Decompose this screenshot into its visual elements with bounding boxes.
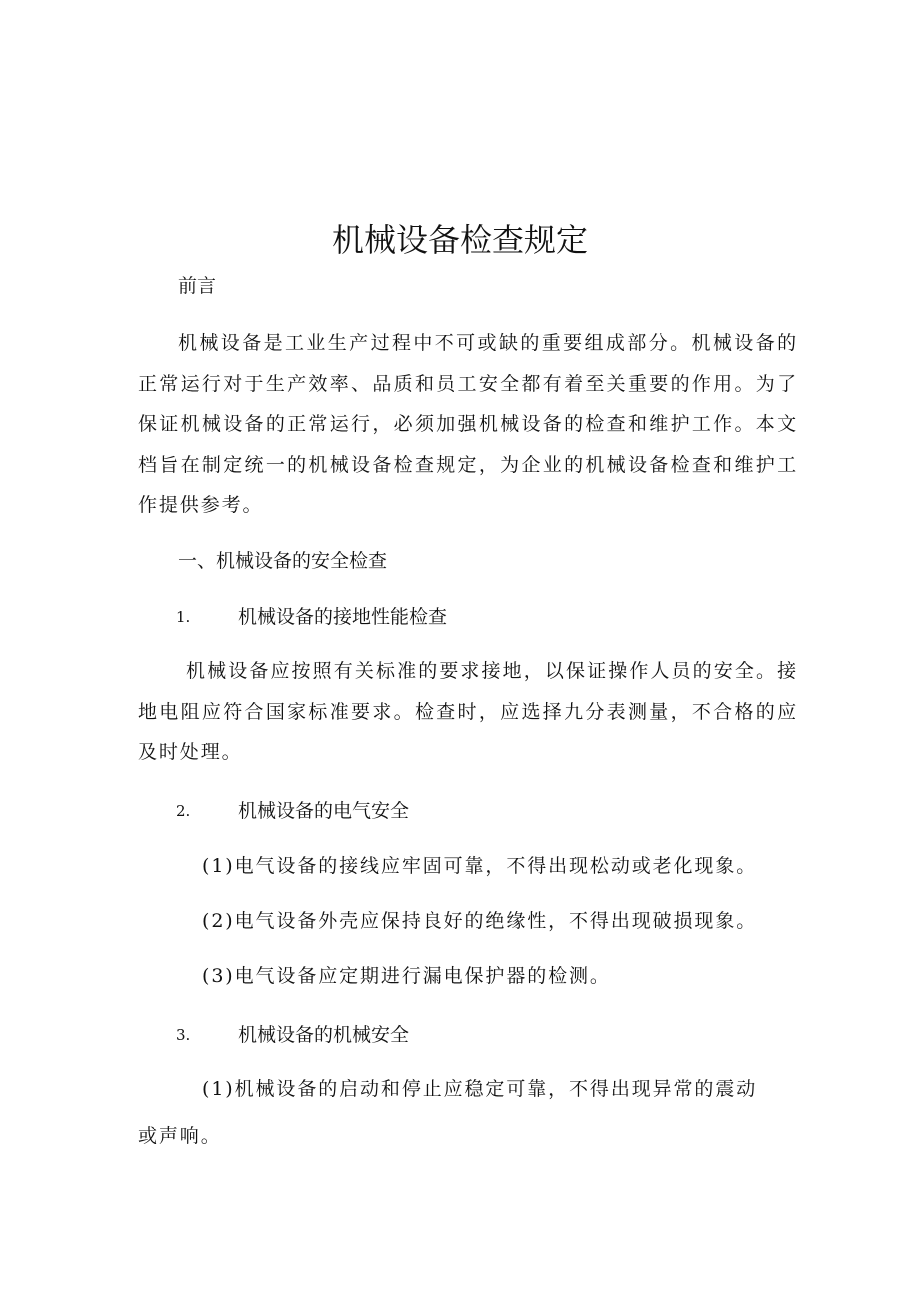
- item-grounding-check: [176, 597, 447, 637]
- item-title: 机械设备的电气安全: [238, 800, 410, 822]
- item-mechanical-safety: [176, 1015, 409, 1055]
- grounding-paragraph: 机械设备应按照有关标准的要求接地，以保证操作人员的安全。接地电阻应符合国家标准要求。检查时，应选择九分表测量，不合格的应及时处理。: [138, 660, 798, 763]
- document-title: 机械设备检查规定: [331, 221, 588, 259]
- item-title: 机械设备的接地性能检查: [238, 606, 448, 628]
- item-number: 2.: [176, 802, 191, 820]
- mechanical-sub-item-1: (1)机械设备的启动和停止应稳定可靠，不得出现异常的震动: [202, 1078, 758, 1100]
- preface-heading: 前言: [178, 275, 217, 297]
- electrical-sub-item-2: (2)电气设备外壳应保持良好的绝缘性，不得出现破损现象。: [202, 910, 758, 932]
- item-number: 3.: [176, 1026, 191, 1044]
- electrical-sub-item-1: (1)电气设备的接线应牢固可靠，不得出现松动或老化现象。: [202, 855, 758, 877]
- preface-paragraph: 机械设备是工业生产过程中不可或缺的重要组成部分。机械设备的正常运行对于生产效率、品质和员工安全都有着至关重要的作用。为了保证机械设备的正常运行，必须加强机械设备的检查和维护工作。本文档旨在制定统一的机械设备检查规定，为企业的机械设备检查和维护工作提供参考。: [138, 332, 798, 516]
- section-heading-safety-inspection: 一、机械设备的安全检查: [178, 550, 388, 572]
- item-number: 1.: [176, 608, 191, 626]
- item-title: 机械设备的机械安全: [238, 1024, 410, 1046]
- electrical-sub-item-3: (3)电气设备应定期进行漏电保护器的检测。: [202, 965, 611, 987]
- item-electrical-safety: [176, 791, 409, 831]
- mechanical-sub-item-1-continuation: 或声响。: [138, 1125, 222, 1147]
